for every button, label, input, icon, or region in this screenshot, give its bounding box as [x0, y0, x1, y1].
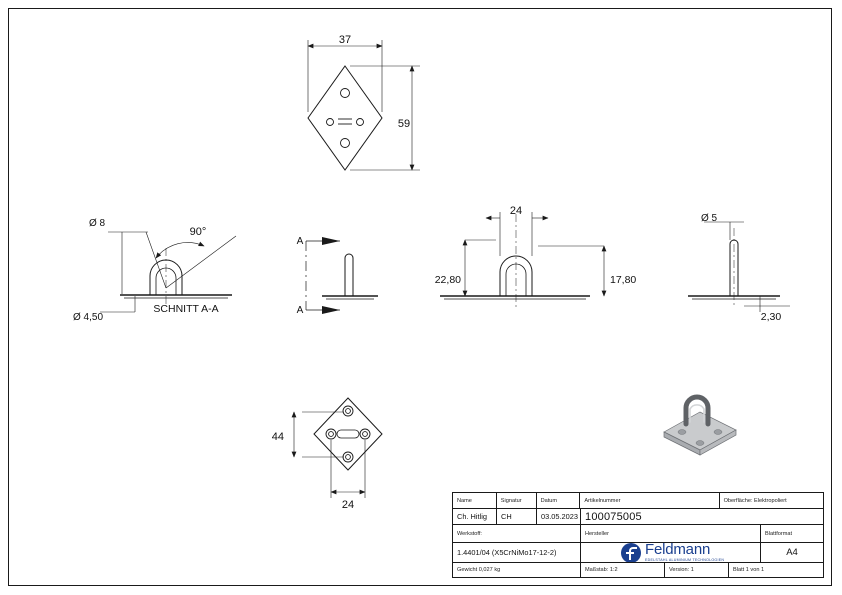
dim-bottom-24: 24 [341, 499, 355, 511]
value-datum: 03.05.2023 [537, 509, 581, 524]
title-block-values-row [453, 509, 823, 525]
dim-hole-450: Ø 4,50 [72, 312, 104, 323]
value-artikelnummer: 100075005 [585, 510, 642, 523]
title-block-footer-row [453, 563, 823, 577]
brand-tagline: EDELSTAHL ALUMINIUM TECHNOLOGIEN [645, 558, 725, 562]
label-version: Version: 1 [665, 563, 729, 577]
label-section-aa: SCHNITT A-A [153, 303, 219, 315]
value-werkstoff: 1.4401/04 (X5CrNiMo17-12-2) [453, 543, 581, 562]
view-front [440, 212, 604, 308]
section-arrow-label-top: A [296, 236, 304, 247]
value-signatur: CH [497, 509, 537, 524]
view-section-aa [100, 232, 236, 312]
dim-front-2280: 22,80 [434, 274, 461, 286]
view-top-diamond [308, 40, 420, 170]
label-artikelnummer: Artikelnummer [580, 493, 719, 508]
label-gewicht: Gewicht 0,027 kg [453, 563, 581, 577]
label-hersteller: Hersteller [581, 525, 761, 542]
view-right [688, 222, 790, 312]
label-oberflaeche: Oberfläche: Elektropoliert [723, 497, 787, 504]
label-signatur: Signatur [497, 493, 537, 508]
title-block-material-header-row [453, 525, 823, 543]
dim-hole-8: Ø 8 [88, 218, 106, 229]
value-blattformat: A4 [786, 547, 798, 558]
title-block-header-row [453, 493, 823, 509]
view-isometric [664, 397, 736, 455]
label-blattformat: Blattformat [765, 530, 793, 537]
dim-front-24: 24 [509, 205, 523, 217]
view-side-arrows [306, 237, 378, 314]
label-datum: Datum [537, 493, 581, 508]
dim-right-230: 2,30 [760, 311, 782, 323]
manufacturer-logo [581, 543, 761, 562]
label-name: Name [453, 493, 497, 508]
dim-right-d5: Ø 5 [700, 213, 718, 224]
label-massstab: Maßstab: 1:2 [581, 563, 665, 577]
feldmann-logo-icon [621, 543, 641, 562]
value-name: Ch. Hitlig [453, 509, 497, 524]
label-werkstoff: Werkstoff: [453, 525, 581, 542]
dim-front-1780: 17,80 [610, 274, 637, 286]
title-block [452, 492, 824, 578]
brand-name: Feldmann [645, 543, 711, 559]
title-block-material-row [453, 543, 823, 563]
label-blatt: Blatt 1 von 1 [733, 567, 765, 573]
dim-bottom-44: 44 [271, 431, 284, 443]
section-arrow-label-bottom: A [296, 305, 304, 316]
view-bottom-plate [294, 398, 382, 498]
dim-top-height: 59 [397, 118, 411, 130]
dim-top-width: 37 [338, 34, 352, 46]
dim-angle-90: 90° [189, 226, 207, 238]
